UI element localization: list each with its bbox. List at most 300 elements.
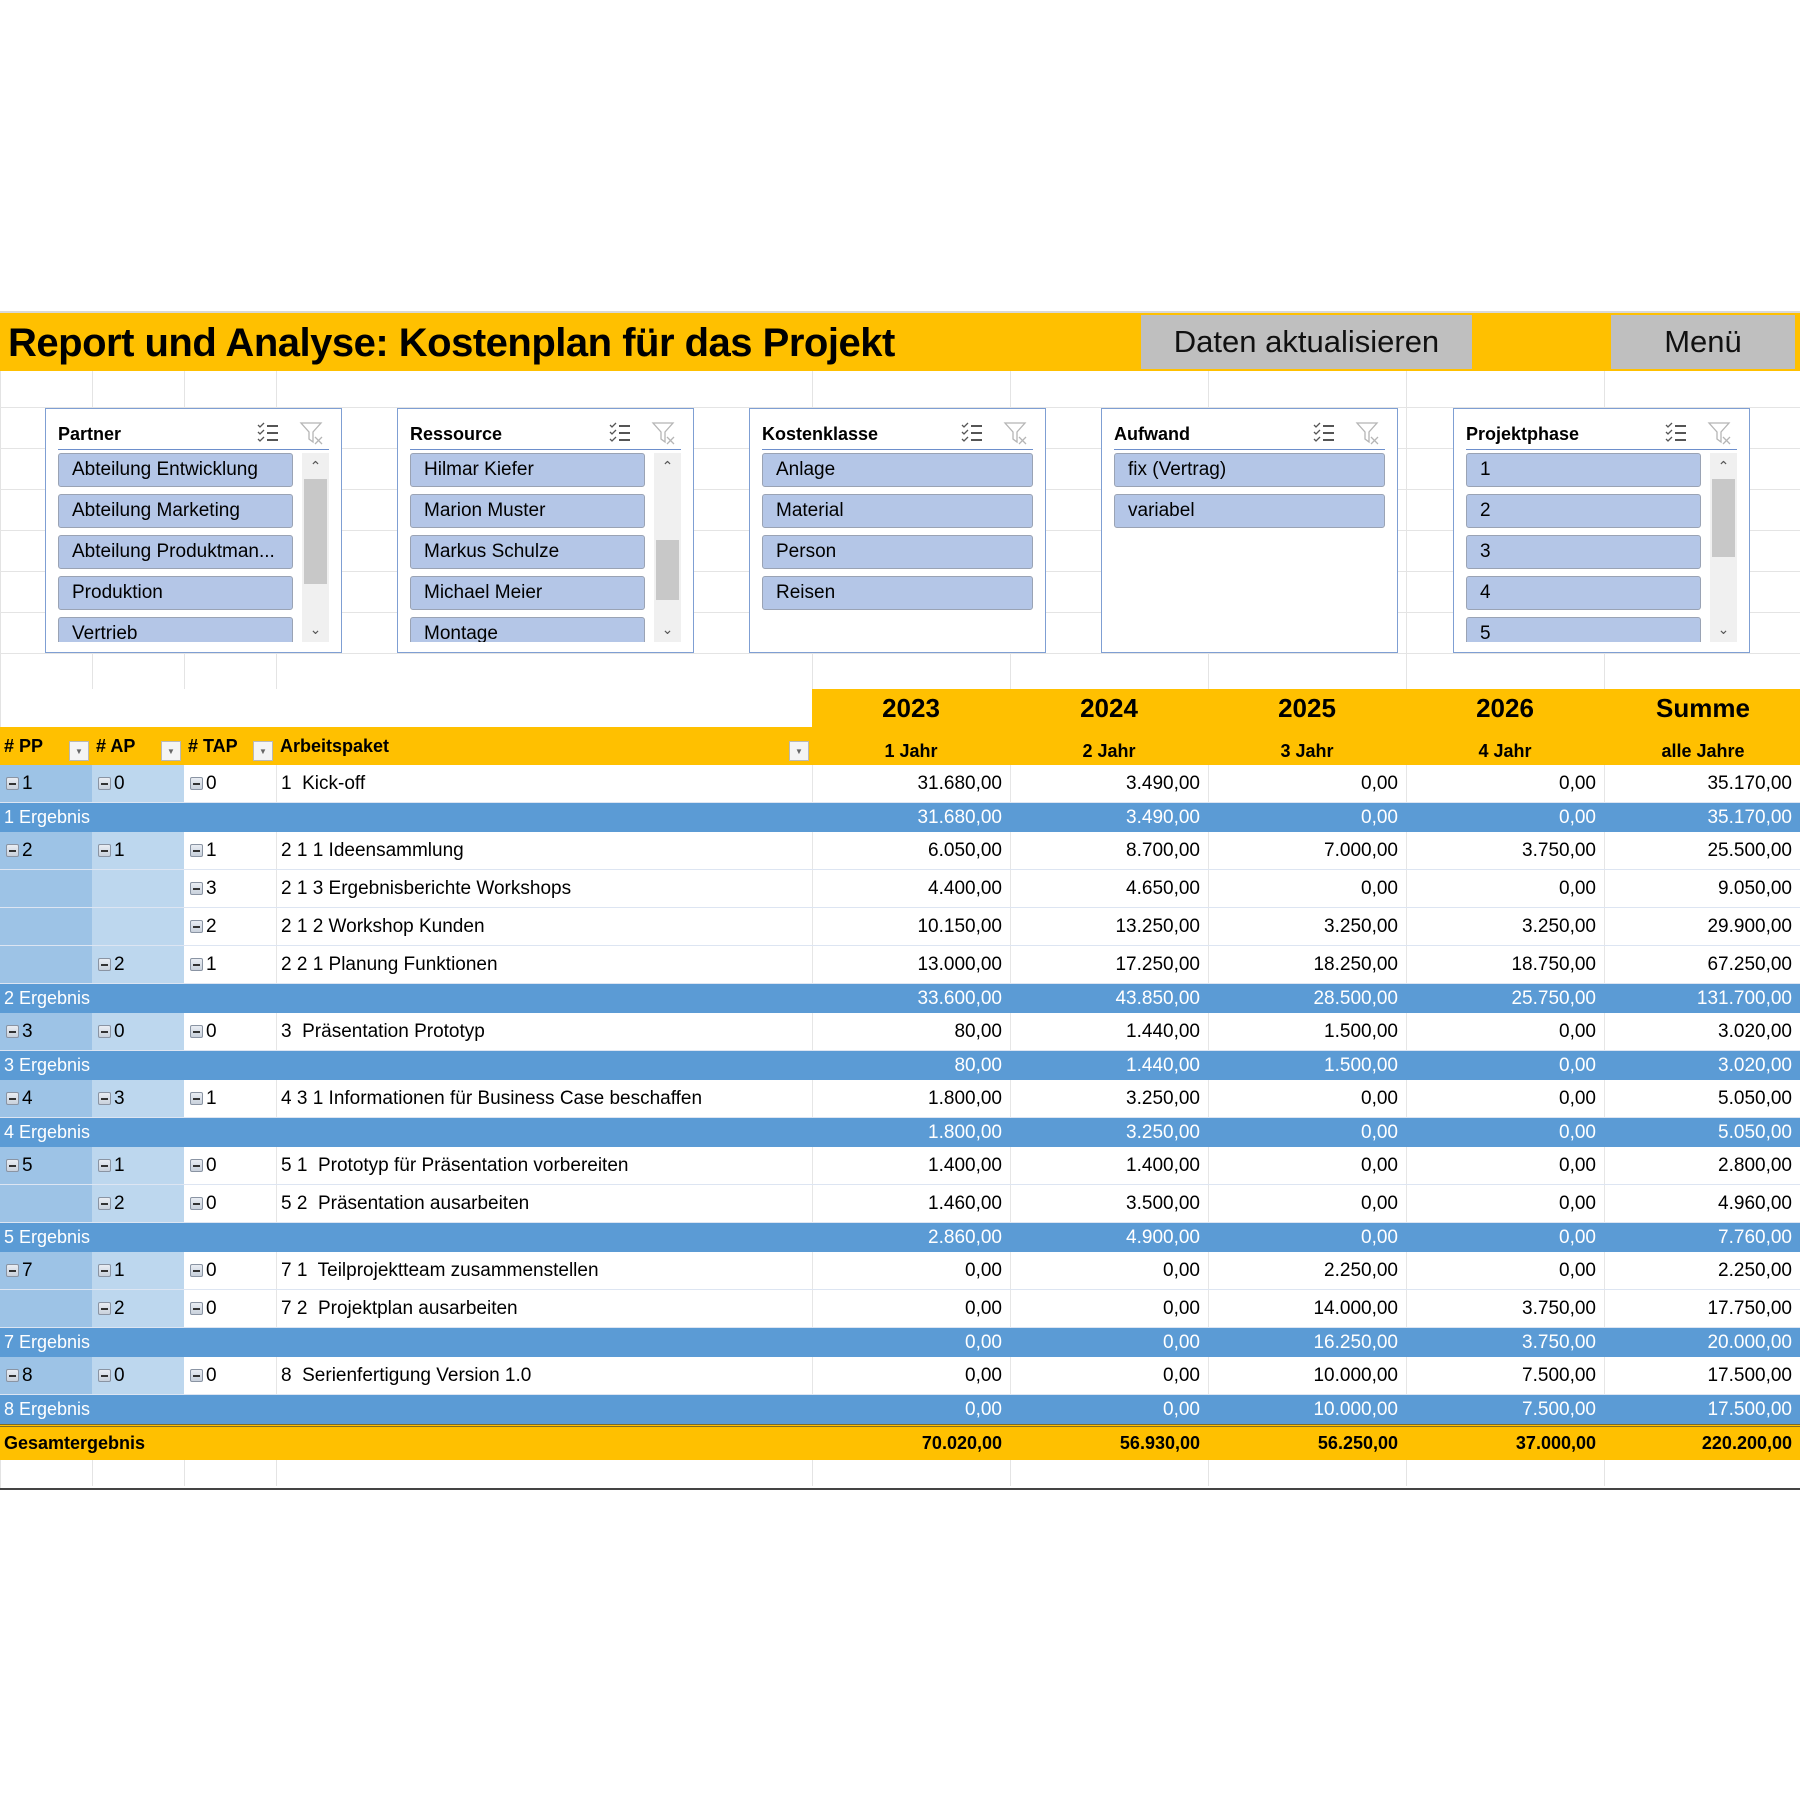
subtotal-value: 3.020,00 xyxy=(1718,1054,1792,1076)
year-header-2023: 2023 xyxy=(882,693,940,723)
subtotal-value: 0,00 xyxy=(1361,1226,1398,1248)
tap-value: 1 xyxy=(206,1087,217,1109)
slicer-item[interactable]: Anlage xyxy=(762,453,1033,487)
slicer-item[interactable]: variabel xyxy=(1114,494,1385,528)
cell-value: 0,00 xyxy=(812,1357,1010,1394)
column-header-tap: # TAP xyxy=(188,736,238,756)
scroll-thumb[interactable] xyxy=(656,540,679,600)
multi-select-icon[interactable] xyxy=(1311,420,1337,446)
cell-tap xyxy=(184,1185,276,1222)
scroll-thumb[interactable] xyxy=(304,479,327,584)
year-header-2024: 2024 xyxy=(1080,693,1138,723)
column-header-arbeitspaket: Arbeitspaket xyxy=(280,736,390,756)
cell-tap xyxy=(184,1147,276,1184)
year-sub-4: 4 Jahr xyxy=(1478,741,1532,761)
gridline xyxy=(0,653,1800,654)
table-row xyxy=(0,1252,1800,1290)
slicer-title: Ressource xyxy=(410,424,503,444)
subtotal-value: 33.600,00 xyxy=(917,987,1002,1009)
filter-dropdown-arbeitspaket[interactable]: ▼ xyxy=(789,741,809,761)
subtotal-value: 7.760,00 xyxy=(1718,1226,1792,1248)
ap-value: 0 xyxy=(114,772,125,794)
cell-arbeitspaket: 8 Serienfertigung Version 1.0 xyxy=(276,1357,812,1394)
cell-pp xyxy=(0,1252,92,1289)
slicer-projektphase xyxy=(1453,408,1750,653)
collapse-icon[interactable] xyxy=(6,1092,19,1105)
cell-value: 3.490,00 xyxy=(1010,765,1208,802)
cell-value: 0,00 xyxy=(1208,765,1406,802)
tap-value: 0 xyxy=(206,1020,217,1042)
cell-value: 0,00 xyxy=(1406,1185,1604,1222)
multi-select-icon[interactable] xyxy=(1663,420,1689,446)
cell-value: 1.440,00 xyxy=(1010,1013,1208,1050)
subtotal-value: 1.800,00 xyxy=(928,1121,1002,1143)
subtotal-value: 3.250,00 xyxy=(1126,1121,1200,1143)
ap-value: 1 xyxy=(114,1154,125,1176)
slicer-aufwand xyxy=(1101,408,1398,653)
cell-ap xyxy=(92,765,184,802)
collapse-icon[interactable] xyxy=(190,882,203,895)
slicer-header xyxy=(410,417,681,450)
cell-value: 18.750,00 xyxy=(1406,946,1604,983)
collapse-icon[interactable] xyxy=(190,1025,203,1038)
cell-value: 0,00 xyxy=(1406,1013,1604,1050)
clear-filter-icon[interactable] xyxy=(1707,420,1733,446)
cell-value: 35.170,00 xyxy=(1604,765,1800,802)
slicer-item[interactable]: fix (Vertrag) xyxy=(1114,453,1385,487)
table-row xyxy=(0,765,1800,803)
cell-value: 0,00 xyxy=(1208,1080,1406,1117)
cell-pp xyxy=(0,1013,92,1050)
year-header-summe: Summe xyxy=(1656,693,1750,723)
collapse-icon[interactable] xyxy=(6,1025,19,1038)
cell-pp xyxy=(0,1080,92,1117)
slicer-item-list xyxy=(410,453,645,642)
subtotal-row xyxy=(0,1051,1800,1080)
tap-value: 1 xyxy=(206,839,217,861)
cell-value: 29.900,00 xyxy=(1604,908,1800,945)
slicer-item[interactable]: 5 xyxy=(1466,617,1701,642)
cell-pp xyxy=(0,946,92,983)
cell-tap xyxy=(184,1252,276,1289)
ap-value: 2 xyxy=(114,1192,125,1214)
slicer-kostenklasse xyxy=(749,408,1046,653)
ap-value: 0 xyxy=(114,1020,125,1042)
cell-value: 3.250,00 xyxy=(1208,908,1406,945)
slicer-item[interactable]: Vertrieb xyxy=(58,617,293,642)
scroll-down-icon[interactable]: ⌄ xyxy=(661,620,674,637)
cell-arbeitspaket: 2 1 2 Workshop Kunden xyxy=(276,908,812,945)
cell-value: 0,00 xyxy=(812,1290,1010,1327)
tap-value: 3 xyxy=(206,877,217,899)
collapse-icon[interactable] xyxy=(98,1264,111,1277)
cell-value: 6.050,00 xyxy=(812,832,1010,869)
collapse-icon[interactable] xyxy=(6,1264,19,1277)
slicer-item[interactable]: Hilmar Kiefer xyxy=(410,453,645,487)
year-sub-3: 3 Jahr xyxy=(1280,741,1334,761)
cell-value: 1.500,00 xyxy=(1208,1013,1406,1050)
cell-ap xyxy=(92,1290,184,1327)
cell-value: 1.460,00 xyxy=(812,1185,1010,1222)
collapse-icon[interactable] xyxy=(98,1369,111,1382)
cell-value: 0,00 xyxy=(1406,765,1604,802)
page-title: Report und Analyse: Kostenplan für das Projekt xyxy=(8,321,895,365)
cell-value: 13.250,00 xyxy=(1010,908,1208,945)
slicer-item-list xyxy=(1114,453,1385,642)
cell-ap xyxy=(92,1013,184,1050)
subtotal-row xyxy=(0,984,1800,1013)
cell-value: 0,00 xyxy=(1010,1357,1208,1394)
collapse-icon[interactable] xyxy=(190,1302,203,1315)
slicer-item[interactable]: 2 xyxy=(1466,494,1701,528)
cell-pp xyxy=(0,870,92,907)
tap-value: 0 xyxy=(206,1259,217,1281)
year-sub-1: 1 Jahr xyxy=(884,741,938,761)
subtotal-value: 2.860,00 xyxy=(928,1226,1002,1248)
cell-arbeitspaket: 1 Kick-off xyxy=(276,765,812,802)
cell-ap xyxy=(92,1357,184,1394)
subtotal-value: 0,00 xyxy=(1559,1054,1596,1076)
slicer-item-list xyxy=(762,453,1033,642)
pp-value: 3 xyxy=(22,1020,33,1042)
cell-tap xyxy=(184,1290,276,1327)
cell-arbeitspaket: 2 2 1 Planung Funktionen xyxy=(276,946,812,983)
year-header-2026: 2026 xyxy=(1476,693,1534,723)
table-row xyxy=(0,1290,1800,1328)
cell-value: 4.650,00 xyxy=(1010,870,1208,907)
ap-value: 3 xyxy=(114,1087,125,1109)
clear-filter-icon[interactable] xyxy=(1355,420,1381,446)
scroll-up-icon[interactable]: ⌃ xyxy=(1717,457,1730,474)
cell-tap xyxy=(184,908,276,945)
year-header-2025: 2025 xyxy=(1278,693,1336,723)
cell-value: 18.250,00 xyxy=(1208,946,1406,983)
cell-value: 4.400,00 xyxy=(812,870,1010,907)
slicer-item[interactable]: Abteilung Entwicklung xyxy=(58,453,293,487)
table-row xyxy=(0,1357,1800,1395)
subtotal-value: 3.490,00 xyxy=(1126,806,1200,828)
collapse-icon[interactable] xyxy=(98,958,111,971)
filter-dropdown-ap[interactable]: ▼ xyxy=(161,741,181,761)
subtotal-value: 0,00 xyxy=(1163,1398,1200,1420)
multi-select-icon[interactable] xyxy=(255,420,281,446)
menu-button[interactable]: Menü xyxy=(1611,315,1795,369)
gridline xyxy=(1406,369,1407,689)
cell-value: 7.500,00 xyxy=(1406,1357,1604,1394)
subtotal-value: 35.170,00 xyxy=(1707,806,1792,828)
cell-value: 3.750,00 xyxy=(1406,1290,1604,1327)
collapse-icon[interactable] xyxy=(98,1197,111,1210)
subtotal-value: 0,00 xyxy=(1163,1331,1200,1353)
table-row xyxy=(0,946,1800,984)
subtotal-label: 1 Ergebnis xyxy=(4,807,91,827)
subtotal-row xyxy=(0,1118,1800,1147)
cell-value: 0,00 xyxy=(1406,1147,1604,1184)
slicer-title: Kostenklasse xyxy=(762,424,879,444)
collapse-icon[interactable] xyxy=(98,844,111,857)
cell-ap xyxy=(92,832,184,869)
subtotal-value: 0,00 xyxy=(1559,1121,1596,1143)
cell-arbeitspaket: 2 1 1 Ideensammlung xyxy=(276,832,812,869)
grand-total-row xyxy=(0,1424,1800,1460)
subtotal-value: 0,00 xyxy=(1361,1121,1398,1143)
clear-filter-icon[interactable] xyxy=(651,420,677,446)
collapse-icon[interactable] xyxy=(6,1159,19,1172)
cell-arbeitspaket: 7 2 Projektplan ausarbeiten xyxy=(276,1290,812,1327)
cell-ap xyxy=(92,1080,184,1117)
subtotal-value: 0,00 xyxy=(1559,806,1596,828)
collapse-icon[interactable] xyxy=(190,1264,203,1277)
ap-value: 0 xyxy=(114,1364,125,1386)
collapse-icon[interactable] xyxy=(6,777,19,790)
title-bar xyxy=(0,311,1800,371)
subtotal-value: 1.440,00 xyxy=(1126,1054,1200,1076)
tap-value: 0 xyxy=(206,1364,217,1386)
ap-value: 1 xyxy=(114,1259,125,1281)
slicer-header xyxy=(762,417,1033,450)
subtotal-label: 4 Ergebnis xyxy=(4,1122,91,1142)
grand-total-value: 220.200,00 xyxy=(1701,1433,1792,1453)
subtotal-value: 0,00 xyxy=(965,1398,1002,1420)
cell-tap xyxy=(184,1357,276,1394)
cell-tap xyxy=(184,870,276,907)
cell-arbeitspaket: 3 Präsentation Prototyp xyxy=(276,1013,812,1050)
collapse-icon[interactable] xyxy=(190,1369,203,1382)
slicer-scrollbar[interactable] xyxy=(654,453,681,642)
cell-value: 0,00 xyxy=(1406,1252,1604,1289)
slicer-item[interactable]: 3 xyxy=(1466,535,1701,569)
slicer-partner xyxy=(45,408,342,653)
grand-total-label: Gesamtergebnis xyxy=(4,1433,146,1453)
slicer-header xyxy=(58,417,329,450)
slicer-title: Projektphase xyxy=(1466,424,1580,444)
scroll-down-icon[interactable]: ⌄ xyxy=(309,620,322,637)
subtotal-value: 0,00 xyxy=(1559,1226,1596,1248)
slicer-item[interactable]: Montage xyxy=(410,617,645,642)
filter-dropdown-pp[interactable]: ▼ xyxy=(69,741,89,761)
cell-value: 1.400,00 xyxy=(812,1147,1010,1184)
collapse-icon[interactable] xyxy=(98,1159,111,1172)
ap-value: 2 xyxy=(114,1297,125,1319)
collapse-icon[interactable] xyxy=(6,1369,19,1382)
collapse-icon[interactable] xyxy=(6,844,19,857)
cell-value: 9.050,00 xyxy=(1604,870,1800,907)
subtotal-row xyxy=(0,1328,1800,1357)
subtotal-value: 80,00 xyxy=(954,1054,1002,1076)
cell-value: 0,00 xyxy=(1208,870,1406,907)
grand-total-value: 56.930,00 xyxy=(1119,1433,1200,1453)
subtotal-value: 0,00 xyxy=(965,1331,1002,1353)
slicer-ressource xyxy=(397,408,694,653)
cell-tap xyxy=(184,1013,276,1050)
collapse-icon[interactable] xyxy=(190,1159,203,1172)
cell-value: 0,00 xyxy=(1406,870,1604,907)
cell-value: 8.700,00 xyxy=(1010,832,1208,869)
slicer-scrollbar[interactable] xyxy=(1710,453,1737,642)
table-row xyxy=(0,1080,1800,1118)
ap-value: 2 xyxy=(114,953,125,975)
cell-ap xyxy=(92,1185,184,1222)
slicer-item-list xyxy=(1466,453,1701,642)
scroll-thumb[interactable] xyxy=(1712,479,1735,557)
slicer-title: Aufwand xyxy=(1114,424,1190,444)
subtotal-label: 7 Ergebnis xyxy=(4,1332,91,1352)
table-row xyxy=(0,1185,1800,1223)
cell-pp xyxy=(0,1290,92,1327)
slicer-item[interactable]: 4 xyxy=(1466,576,1701,610)
cell-value: 0,00 xyxy=(1010,1252,1208,1289)
cell-arbeitspaket: 4 3 1 Informationen für Business Case beschaffen xyxy=(276,1080,812,1117)
table-row xyxy=(0,832,1800,870)
cell-pp xyxy=(0,1147,92,1184)
slicer-item[interactable]: Reisen xyxy=(762,576,1033,610)
pp-value: 7 xyxy=(22,1259,33,1281)
table-row xyxy=(0,870,1800,908)
cell-value: 14.000,00 xyxy=(1208,1290,1406,1327)
column-header-ap: # AP xyxy=(96,736,136,756)
slicer-item[interactable]: Michael Meier xyxy=(410,576,645,610)
subtotal-value: 10.000,00 xyxy=(1313,1398,1398,1420)
year-sub-2: 2 Jahr xyxy=(1082,741,1136,761)
subtotal-value: 3.750,00 xyxy=(1522,1331,1596,1353)
cell-value: 31.680,00 xyxy=(812,765,1010,802)
slicer-item[interactable]: Abteilung Produktman... xyxy=(58,535,293,569)
cell-value: 17.500,00 xyxy=(1604,1357,1800,1394)
cell-value: 17.750,00 xyxy=(1604,1290,1800,1327)
slicer-title: Partner xyxy=(58,424,122,444)
cell-value: 1.800,00 xyxy=(812,1080,1010,1117)
cell-tap xyxy=(184,832,276,869)
cell-ap xyxy=(92,908,184,945)
cell-tap xyxy=(184,946,276,983)
multi-select-icon[interactable] xyxy=(607,420,633,446)
cell-value: 7.000,00 xyxy=(1208,832,1406,869)
slicer-header xyxy=(1114,417,1385,450)
cell-value: 3.250,00 xyxy=(1010,1080,1208,1117)
cell-value: 67.250,00 xyxy=(1604,946,1800,983)
cell-value: 0,00 xyxy=(1406,1080,1604,1117)
slicer-item[interactable]: Marion Muster xyxy=(410,494,645,528)
cell-value: 0,00 xyxy=(1010,1290,1208,1327)
slicer-item[interactable]: Abteilung Marketing xyxy=(58,494,293,528)
collapse-icon[interactable] xyxy=(190,920,203,933)
subtotal-value: 4.900,00 xyxy=(1126,1226,1200,1248)
cell-pp xyxy=(0,1185,92,1222)
clear-filter-icon[interactable] xyxy=(1003,420,1029,446)
slicer-item[interactable]: Produktion xyxy=(58,576,293,610)
slicer-item[interactable]: 1 xyxy=(1466,453,1701,487)
multi-select-icon[interactable] xyxy=(959,420,985,446)
cell-value: 0,00 xyxy=(1208,1147,1406,1184)
ap-value: 1 xyxy=(114,839,125,861)
tap-value: 1 xyxy=(206,953,217,975)
cell-ap xyxy=(92,946,184,983)
slicer-item[interactable]: Markus Schulze xyxy=(410,535,645,569)
cell-value: 10.150,00 xyxy=(812,908,1010,945)
collapse-icon[interactable] xyxy=(190,844,203,857)
subtotal-row xyxy=(0,803,1800,832)
collapse-icon[interactable] xyxy=(98,1025,111,1038)
year-sub-all: alle Jahre xyxy=(1661,741,1745,761)
subtotal-value: 5.050,00 xyxy=(1718,1121,1792,1143)
collapse-icon[interactable] xyxy=(190,777,203,790)
subtotal-value: 20.000,00 xyxy=(1707,1331,1792,1353)
grand-total-value: 70.020,00 xyxy=(921,1433,1002,1453)
collapse-icon[interactable] xyxy=(98,777,111,790)
collapse-icon[interactable] xyxy=(190,1197,203,1210)
subtotal-value: 131.700,00 xyxy=(1696,987,1792,1009)
refresh-data-button[interactable]: Daten aktualisieren xyxy=(1141,315,1472,369)
subtotal-value: 7.500,00 xyxy=(1522,1398,1596,1420)
cell-value: 0,00 xyxy=(1208,1185,1406,1222)
cell-pp xyxy=(0,832,92,869)
pp-value: 5 xyxy=(22,1154,33,1176)
subtotal-label: 5 Ergebnis xyxy=(4,1227,91,1247)
cell-arbeitspaket: 5 1 Prototyp für Präsentation vorbereiten xyxy=(276,1147,812,1184)
grand-total-value: 56.250,00 xyxy=(1317,1433,1398,1453)
scroll-down-icon[interactable]: ⌄ xyxy=(1717,620,1730,637)
cell-value: 3.750,00 xyxy=(1406,832,1604,869)
subtotal-value: 28.500,00 xyxy=(1313,987,1398,1009)
cell-value: 3.250,00 xyxy=(1406,908,1604,945)
slicer-item[interactable]: Person xyxy=(762,535,1033,569)
cell-value: 3.020,00 xyxy=(1604,1013,1800,1050)
cell-value: 25.500,00 xyxy=(1604,832,1800,869)
cell-value: 0,00 xyxy=(812,1252,1010,1289)
subtotal-value: 17.500,00 xyxy=(1707,1398,1792,1420)
cell-value: 10.000,00 xyxy=(1208,1357,1406,1394)
collapse-icon[interactable] xyxy=(98,1302,111,1315)
subtotal-label: 3 Ergebnis xyxy=(4,1055,91,1075)
grand-total-value: 37.000,00 xyxy=(1515,1433,1596,1453)
collapse-icon[interactable] xyxy=(190,1092,203,1105)
cell-ap xyxy=(92,1252,184,1289)
slicer-item[interactable]: Material xyxy=(762,494,1033,528)
subtotal-row xyxy=(0,1223,1800,1252)
cell-tap xyxy=(184,765,276,802)
scroll-up-icon[interactable]: ⌃ xyxy=(661,457,674,474)
subtotal-label: 2 Ergebnis xyxy=(4,988,91,1008)
cell-value: 80,00 xyxy=(812,1013,1010,1050)
collapse-icon[interactable] xyxy=(190,958,203,971)
cell-value: 1.400,00 xyxy=(1010,1147,1208,1184)
tap-value: 0 xyxy=(206,1297,217,1319)
clear-filter-icon[interactable] xyxy=(299,420,325,446)
subtotal-value: 25.750,00 xyxy=(1511,987,1596,1009)
pp-value: 1 xyxy=(22,772,33,794)
column-header-pp: # PP xyxy=(4,736,44,756)
table-row xyxy=(0,908,1800,946)
subtotal-value: 1.500,00 xyxy=(1324,1054,1398,1076)
cell-pp xyxy=(0,908,92,945)
cell-value: 2.800,00 xyxy=(1604,1147,1800,1184)
slicer-scrollbar[interactable] xyxy=(302,453,329,642)
cell-value: 17.250,00 xyxy=(1010,946,1208,983)
tap-value: 0 xyxy=(206,1154,217,1176)
subtotal-value: 31.680,00 xyxy=(917,806,1002,828)
cell-pp xyxy=(0,1357,92,1394)
collapse-icon[interactable] xyxy=(98,1092,111,1105)
cell-tap xyxy=(184,1080,276,1117)
cell-arbeitspaket: 7 1 Teilprojektteam zusammenstellen xyxy=(276,1252,812,1289)
cell-value: 5.050,00 xyxy=(1604,1080,1800,1117)
scroll-up-icon[interactable]: ⌃ xyxy=(309,457,322,474)
pp-value: 8 xyxy=(22,1364,33,1386)
tap-value: 0 xyxy=(206,772,217,794)
table-row xyxy=(0,1147,1800,1185)
subtotal-value: 16.250,00 xyxy=(1313,1331,1398,1353)
filter-dropdown-tap[interactable]: ▼ xyxy=(253,741,273,761)
